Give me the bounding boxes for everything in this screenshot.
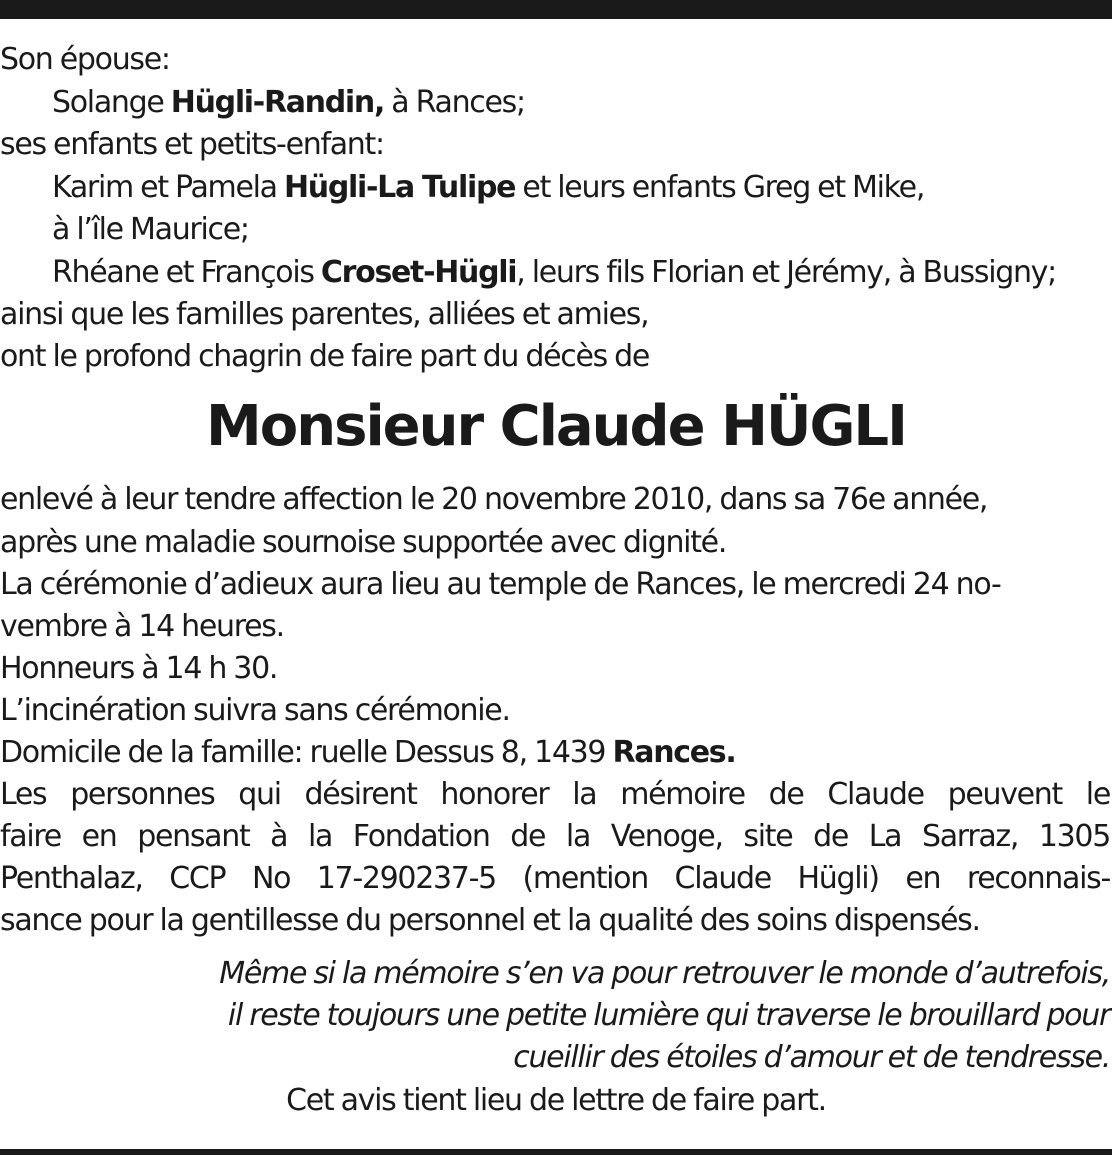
top-rule: [0, 0, 1112, 19]
deceased-name: Monsieur Claude HÜGLI: [206, 394, 906, 459]
spouse-suffix: à Rances;: [384, 85, 525, 120]
ceremony-line-1: La cérémonie d’adieux aura lieu au temple de Rances, le mercredi 24 no-: [0, 567, 1001, 602]
spouse-prefix: Solange: [52, 85, 171, 120]
child1-name: Hügli-La Tulipe: [283, 170, 516, 205]
child2-prefix: Rhéane et François: [52, 255, 321, 290]
relatives-line: ainsi que les familles parentes, alliées et amies,: [0, 297, 649, 332]
spouse-line: [52, 84, 1110, 122]
honours-line: Honneurs à 14 h 30.: [0, 651, 278, 686]
footer-note: Cet avis tient lieu de lettre de faire part.: [286, 1083, 826, 1118]
child1-line: [52, 169, 1110, 207]
child1-prefix: Karim et Pamela: [52, 170, 284, 205]
child2-name: Croset-Hügli: [320, 255, 517, 290]
details-line-1: enlevé à leur tendre affection le 20 novembre 2010, dans sa 76e année,: [0, 482, 988, 517]
donation-line-2: faire en pensant à la Fondation de la Venoge, site de La Sarraz, 1305: [0, 819, 1110, 854]
bottom-rule: [0, 1149, 1112, 1155]
child1-place: à l’île Maurice;: [52, 212, 249, 247]
child2-suffix: , leurs fils Florian et Jérémy, à Bussigny;: [516, 255, 1056, 290]
details-line-2: après une maladie sournoise supportée avec dignité.: [0, 525, 727, 560]
spouse-label: Son épouse:: [0, 42, 170, 77]
donation-line-3: Penthalaz, CCP No 17-290237-5 (mention Claude Hügli) en reconnais-: [0, 861, 1110, 896]
poem-line-3: cueillir des étoiles d’amour et de tendresse.: [513, 1040, 1110, 1075]
donation-line-4: sance pour la gentillesse du personnel et la qualité des soins dispensés.: [0, 903, 980, 938]
child1-suffix: et leurs enfants Greg et Mike,: [515, 170, 925, 205]
domicile-place: Rances.: [612, 735, 736, 770]
child2-line: [52, 254, 1110, 292]
announcement-line: ont le profond chagrin de faire part du décès de: [0, 339, 650, 374]
donation-line-1: Les personnes qui désirent honorer la mémoire de Claude peuvent le: [0, 777, 1110, 812]
poem-line-2: il reste toujours une petite lumière qui traverse le brouillard pour: [227, 998, 1110, 1033]
spouse-name: Hügli-Randin,: [170, 85, 385, 120]
domicile-line: [0, 734, 1110, 772]
domicile-prefix: Domicile de la famille: ruelle Dessus 8, 1439: [0, 735, 613, 770]
poem-line-1: Même si la mémoire s’en va pour retrouver le monde d’autrefois,: [219, 956, 1110, 991]
cremation-line: L’incinération suivra sans cérémonie.: [0, 693, 510, 728]
ceremony-line-2: vembre à 14 heures.: [0, 609, 284, 644]
children-label: ses enfants et petits-enfant:: [0, 127, 384, 162]
